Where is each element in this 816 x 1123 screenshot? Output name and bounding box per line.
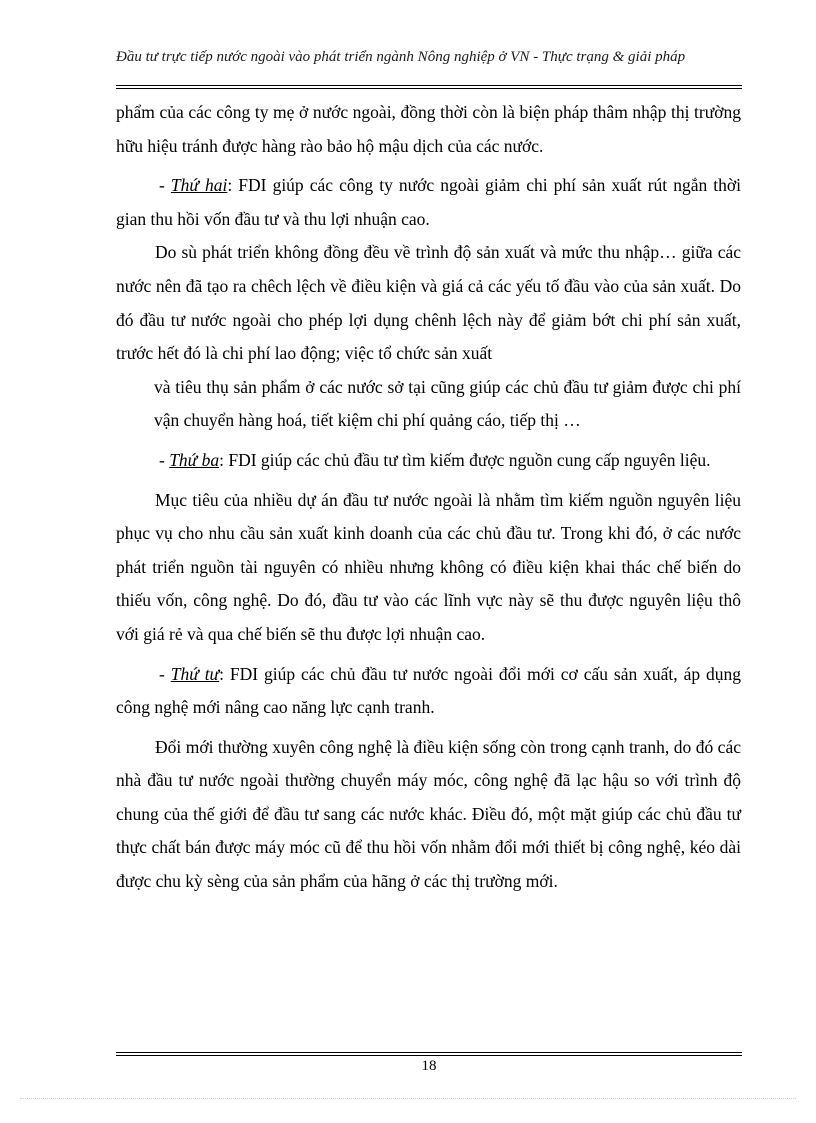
list-item-third bbox=[116, 444, 741, 478]
list-item-dash: - bbox=[159, 449, 170, 470]
list-item-label: Thứ hai bbox=[170, 175, 228, 196]
running-header: Đầu tư trực tiếp nước ngoài vào phát triển ngành Nông nghiệp ở VN - Thực trạng & giải pháp bbox=[116, 49, 686, 65]
list-item-text: : FDI giúp các chủ đầu tư nước ngoài đổi mới cơ cấu sản xuất, áp dụng công nghệ mới nâng cao năng lực cạnh tranh. bbox=[116, 663, 741, 718]
list-item-dash: - bbox=[159, 663, 171, 684]
paragraph: Đổi mới thường xuyên công nghệ là điều kiện sống còn trong cạnh tranh, do đó các nhà đầu tư nước ngoài thường chuyển máy móc, công nghệ đã lạc hậu so với trình độ chung của thế giới để đầu tư sang các nước khác. Điều đó, một mặt giúp các chủ đầu tư thực chất bán được máy móc cũ để thu hồi vốn nhằm đổi mới thiết bị công nghệ, kéo dài được chu kỳ sèng của sản phẩm của hãng ở các thị trường mới. bbox=[116, 736, 741, 892]
page-number: 18 bbox=[421, 1058, 437, 1074]
paragraph: Do sù phát triển không đồng đều về trình độ sản xuất và mức thu nhập… giữa các nước nên đã tạo ra chêch lệch về điều kiện và giá cả các yếu tố đầu vào của sản xuất. Do đó đầu tư nước ngoài cho phép lợi dụng chênh lệch này để giảm bớt chi phí sản xuất, trước hết đó là chi phí lao động; việc tổ chức sản xuất bbox=[116, 242, 741, 364]
body-text bbox=[116, 96, 741, 899]
paragraph-continuation: phẩm của các công ty mẹ ở nước ngoài, đồng thời còn là biện pháp thâm nhập thị trường hữu hiệu tránh được hàng rào bảo hộ mậu dịch của các nước. bbox=[116, 102, 741, 156]
page-bottom-dotted-line bbox=[20, 1098, 796, 1099]
list-item-fourth bbox=[116, 658, 741, 725]
header-rule bbox=[116, 85, 742, 86]
list-item-dash: - bbox=[159, 175, 171, 196]
footer-rule bbox=[116, 1055, 742, 1056]
list-item-label: Thứ ba bbox=[169, 449, 220, 470]
list-item-text: : FDI giúp các chủ đầu tư tìm kiếm được nguồn cung cấp nguyên liệu. bbox=[219, 449, 711, 470]
paragraph: Mục tiêu của nhiều dự án đầu tư nước ngoài là nhằm tìm kiếm nguồn nguyên liệu phục vụ cho nhu cầu sản xuất kinh doanh của các chủ đầu tư. Trong khi đó, ở các nước phát triển nguồn tài nguyên có nhiều nhưng không có điều kiện khai thác chế biến do thiếu vốn, công nghệ. Do đó, đầu tư vào các lĩnh vực này sẽ thu được nguyên liệu thô với giá rẻ và qua chế biến sẽ thu được lợi nhuận cao. bbox=[116, 489, 741, 644]
list-item-second bbox=[116, 169, 741, 236]
footer-rule-thin bbox=[116, 1052, 742, 1053]
header-rule-thin bbox=[116, 88, 742, 89]
list-item-label: Thứ tư bbox=[170, 663, 220, 684]
paragraph: và tiêu thụ sản phẩm ở các nước sở tại cũng giúp các chủ đầu tư giảm được chi phí vận chuyển hàng hoá, tiết kiệm chi phí quảng cáo, tiếp thị … bbox=[154, 376, 741, 431]
list-item-text: : FDI giúp các công ty nước ngoài giảm chi phí sản xuất rút ngắn thời gian thu hồi vốn đầu tư và thu lợi nhuận cao. bbox=[116, 175, 742, 229]
